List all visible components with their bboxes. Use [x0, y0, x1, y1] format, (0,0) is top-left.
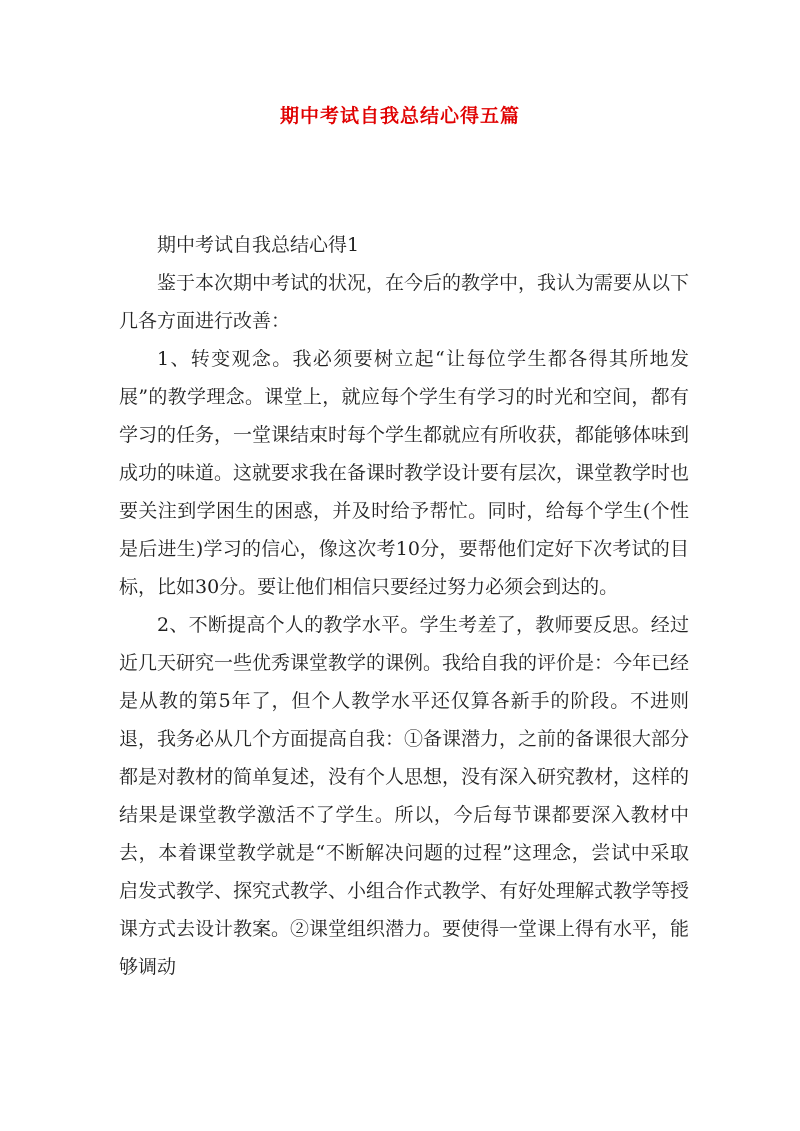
paragraph-intro: 鉴于本次期中考试的状况，在今后的教学中，我认为需要从以下几各方面进行改善：: [119, 272, 690, 332]
document-body: [119, 226, 689, 986]
section-heading: 期中考试自我总结心得1: [157, 234, 360, 256]
paragraph-point-1: 1、转变观念。我必须要树立起“让每位学生都各得其所地发展”的教学理念。课堂上，就应每个学生有学习的时光和空间，都有学习的任务，一堂课结束时每个学生都就应有所收获，都能够体味到成功的味道。这就要求我在备课时教学设计要有层次，课堂教学时也要关注到学困生的困惑，并及时给予帮忙。同时，给每个学生(个性是后进生)学习的信心，像这次考10分，要帮他们定好下次考试的目标，比如30分。要让他们相信只要经过努力必须会到达的。: [119, 348, 690, 598]
document-title: 期中考试自我总结心得五篇: [279, 105, 520, 127]
paragraph-point-2: 2、不断提高个人的教学水平。学生考差了，教师要反思。经过近几天研究一些优秀课堂教学的课例。我给自我的评价是：今年已经是从教的第5年了，但个人教学水平还仅算各新手的阶段。不进则退，我务必从几个方面提高自我：①备课潜力，之前的备课很大部分都是对教材的简单复述，没有个人思想，没有深入研究教材，这样的结果是课堂教学激活不了学生。所以，今后每节课都要深入教材中去，本着课堂教学就是“不断解决问题的过程”这理念，尝试中采取启发式教学、探究式教学、小组合作式教学、有好处理解式教学等授课方式去设计教案。②课堂组织潜力。要使得一堂课上得有水平，能够调动: [119, 614, 690, 978]
